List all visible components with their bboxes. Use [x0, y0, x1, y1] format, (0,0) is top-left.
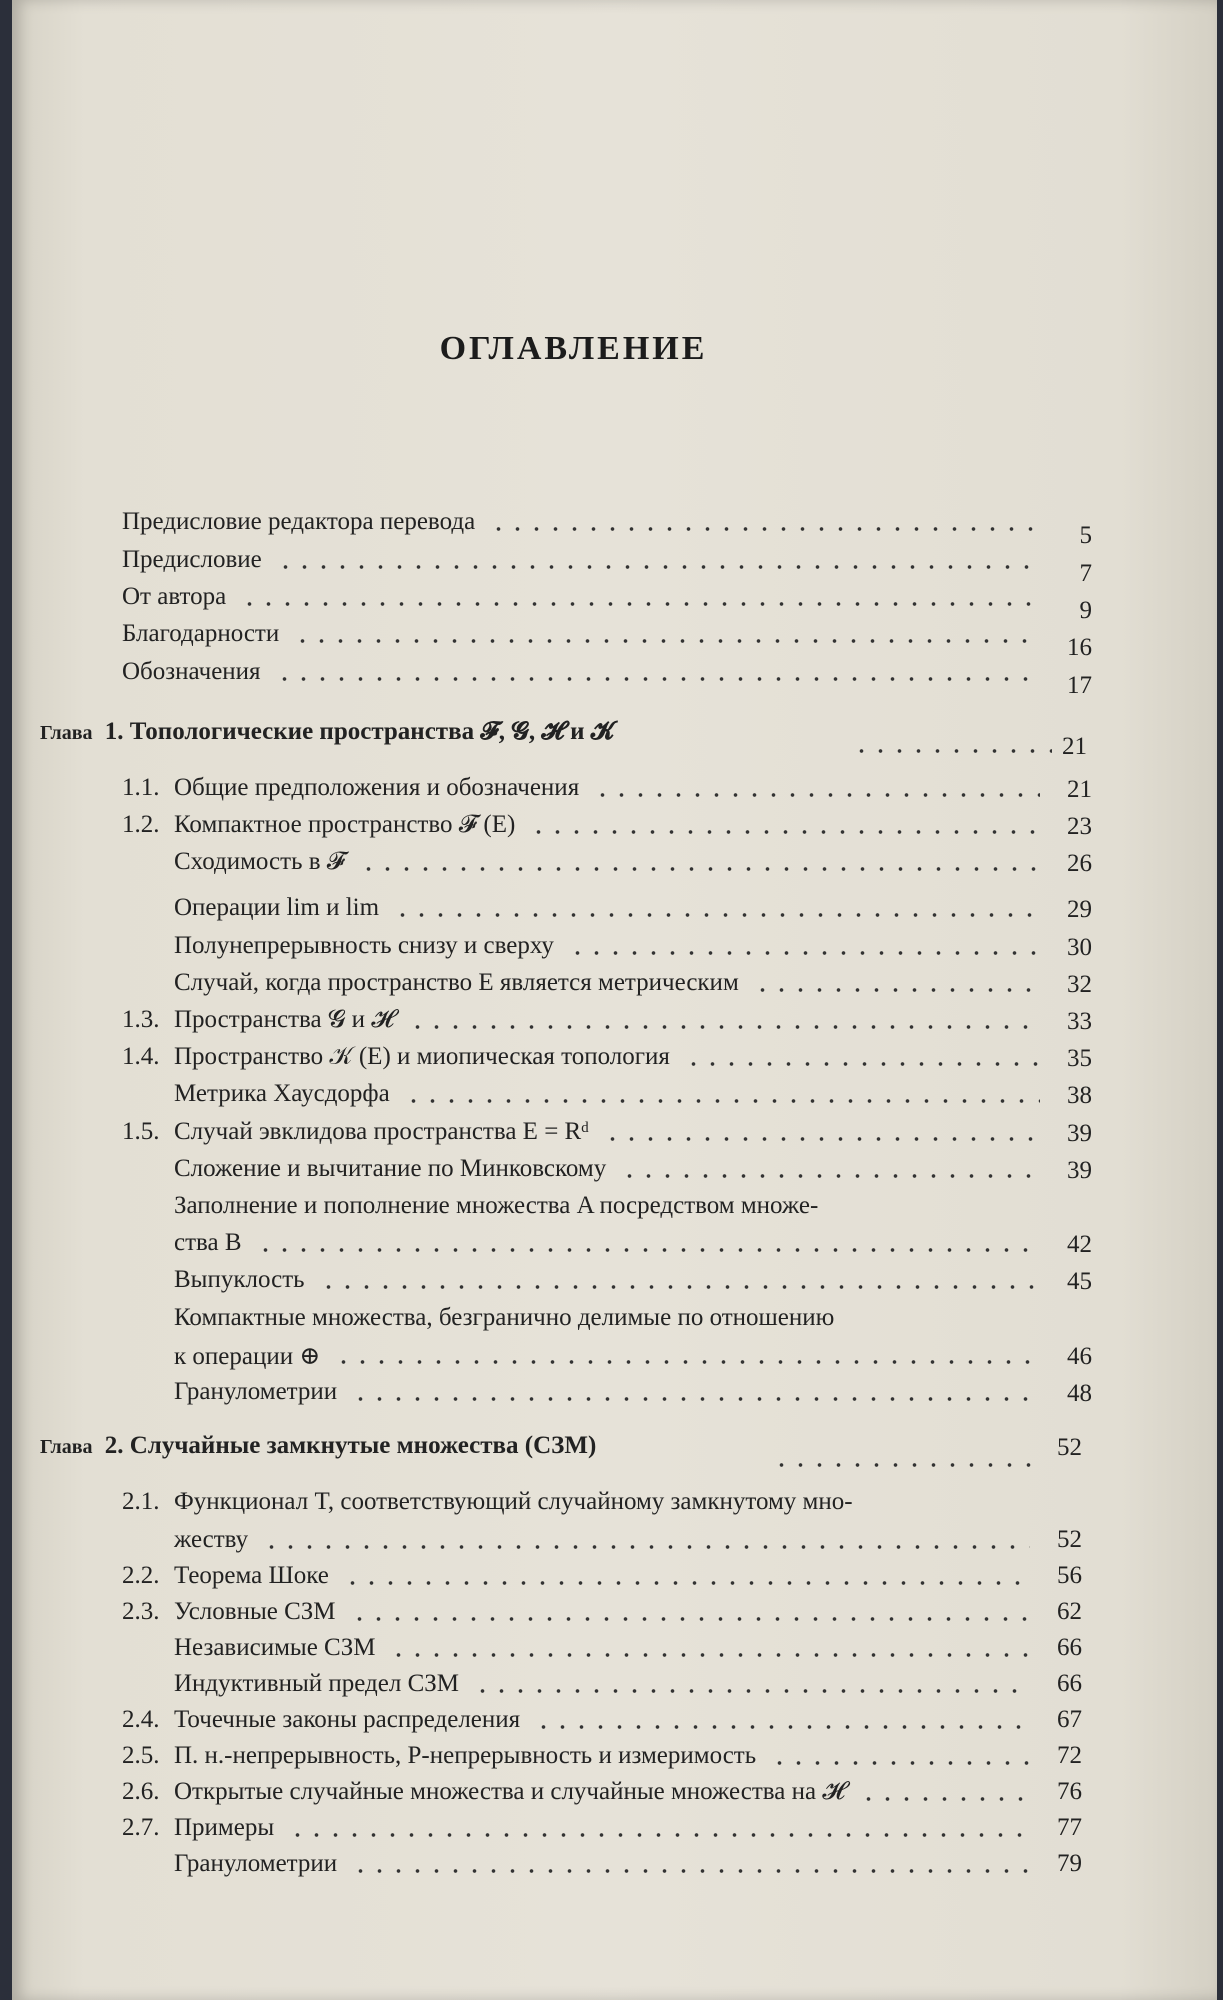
section-number: 2.2.	[122, 1562, 160, 1589]
toc-entry	[174, 1670, 459, 1708]
leader-dots	[603, 1134, 1040, 1144]
leader-dots	[620, 1171, 1040, 1181]
leader-dots	[256, 1245, 1040, 1255]
page-number: 67	[1057, 1706, 1082, 1733]
page-number: 7	[1079, 560, 1092, 587]
leader-dots	[684, 1059, 1040, 1069]
page-number: 48	[1067, 1380, 1092, 1407]
page-number: 56	[1057, 1562, 1082, 1589]
entry-text: Гранулометрии	[174, 1850, 338, 1877]
entry-text: Открытые случайные множества и случайные множества на 𝓗	[174, 1778, 845, 1805]
entry-text: Заполнение и пополнение множества A посредством множе-	[174, 1192, 819, 1219]
book-page	[12, 0, 1217, 2000]
entry-text: Точечные законы распределения	[174, 1706, 521, 1733]
leader-dots	[276, 562, 1040, 572]
toc-entry	[122, 1742, 756, 1780]
toc-entry	[122, 774, 579, 812]
toc-entry	[174, 1192, 818, 1230]
leader-dots	[351, 1394, 1040, 1404]
leader-dots	[489, 524, 1040, 534]
toc-entry	[174, 1304, 834, 1342]
page-number: 39	[1067, 1157, 1092, 1184]
page-number: 26	[1067, 850, 1092, 877]
section-number: 2.4.	[122, 1706, 160, 1733]
toc-entry	[174, 848, 345, 886]
leader-dots	[534, 1722, 1030, 1732]
entry-text: Независимые СЗМ	[174, 1634, 376, 1661]
leader-dots	[351, 1866, 1030, 1876]
entry-text: Общие предположения и обозначения	[174, 774, 580, 801]
page-number: 9	[1079, 597, 1092, 624]
page-number: 42	[1067, 1231, 1092, 1258]
leader-dots	[859, 1794, 1030, 1804]
page-number: 66	[1057, 1670, 1082, 1697]
section-number: 2.3.	[122, 1598, 160, 1625]
toc-entry	[174, 1378, 337, 1416]
leader-dots	[343, 1578, 1030, 1588]
entry-text: От автора	[122, 583, 227, 610]
entry-text: Пространство 𝒦 (E) и миопическая топология	[174, 1043, 670, 1070]
chapter-title: Топологические пространства 𝓕, 𝓖, 𝓗 и 𝓚	[129, 718, 615, 745]
section-number: 2.5.	[122, 1742, 160, 1769]
section-number: 1.3.	[122, 1006, 160, 1033]
page-number: 23	[1067, 813, 1092, 840]
page-number: 77	[1057, 1814, 1082, 1841]
page-number: 30	[1067, 934, 1092, 961]
toc-entry	[174, 894, 379, 932]
toc-entry	[122, 1006, 394, 1044]
entry-text: жеству	[174, 1526, 249, 1553]
leader-dots	[404, 1096, 1040, 1106]
section-number: 2.7.	[122, 1814, 160, 1841]
toc-entry	[122, 546, 262, 584]
toc-entry	[122, 620, 279, 658]
section-number: 1.2.	[122, 811, 160, 838]
page-number: 62	[1057, 1598, 1082, 1625]
page-number: 52	[1057, 1526, 1082, 1553]
leader-dots	[770, 1758, 1030, 1768]
section-number: 1.5.	[122, 1118, 160, 1145]
toc-entry	[122, 811, 515, 849]
leader-dots	[288, 1830, 1030, 1840]
entry-text: Сходимость в 𝓕	[174, 848, 346, 875]
toc-entry	[122, 1118, 589, 1156]
page-number: 79	[1057, 1850, 1082, 1877]
section-number: 2.6.	[122, 1778, 160, 1805]
entry-text: Случай, когда пространство E является метрическим	[174, 969, 739, 996]
entry-text: Пространства 𝓖 и 𝓗	[174, 1006, 394, 1033]
entry-text: Теорема Шоке	[174, 1562, 329, 1589]
chapter-2-page: 52	[1057, 1434, 1082, 1461]
entry-text: Полунепрерывность снизу и сверху	[174, 932, 554, 959]
leader-dots	[389, 1650, 1030, 1660]
entry-text: Индуктивный предел СЗМ	[174, 1670, 459, 1697]
toc-entry	[122, 583, 226, 621]
entry-text: Примеры	[174, 1814, 275, 1841]
leader-dots	[334, 1357, 1040, 1367]
page-number: 76	[1057, 1778, 1082, 1805]
toc-entry	[174, 1526, 248, 1564]
section-number: 1.1.	[122, 774, 160, 801]
section-number: 1.4.	[122, 1043, 160, 1070]
toc-entry	[122, 1814, 274, 1852]
leader-dots	[359, 864, 1040, 874]
entry-text: Функционал T, соответствующий случайному замкнутому мно-	[174, 1488, 853, 1515]
page-number: 29	[1067, 896, 1092, 923]
entry-text: Метрика Хаусдорфа	[174, 1080, 390, 1107]
toc-entry	[122, 508, 475, 546]
page-number: 32	[1067, 971, 1092, 998]
toc-entry	[174, 1341, 320, 1379]
entry-text: Обозначения	[122, 658, 261, 685]
toc-entry	[174, 932, 554, 970]
leader-dots	[393, 910, 1040, 920]
entry-text: Выпуклость	[174, 1266, 305, 1293]
page-number: 33	[1067, 1008, 1092, 1035]
page-number: 5	[1079, 522, 1092, 549]
toc-entry	[122, 1778, 845, 1816]
page-title: ОГЛАВЛЕНИЕ	[439, 330, 708, 367]
entry-text: Благодарности	[122, 620, 280, 647]
page-number: 21	[1067, 776, 1092, 803]
entry-text: Предисловие редактора перевода	[122, 508, 476, 535]
page-number: 66	[1057, 1634, 1082, 1661]
leader-dots	[473, 1686, 1030, 1696]
page-number: 16	[1067, 634, 1092, 661]
entry-text: Случай эвклидова пространства E = Rᵈ	[174, 1118, 589, 1145]
section-number: 2.1.	[122, 1488, 160, 1515]
leader-dots	[593, 790, 1040, 800]
leader-dots	[350, 1614, 1030, 1624]
chapter-2-heading	[40, 1432, 596, 1470]
leader-dots	[852, 746, 1052, 756]
toc-entry	[122, 1488, 853, 1526]
toc-entry	[122, 1043, 670, 1081]
chapter-label: Глава	[40, 722, 93, 744]
page-number: 45	[1067, 1268, 1092, 1295]
leader-dots	[408, 1022, 1040, 1032]
page-number: 35	[1067, 1045, 1092, 1072]
toc-entry	[174, 1266, 305, 1304]
toc-entry	[122, 658, 261, 696]
chapter-label: Глава	[40, 1436, 93, 1458]
entry-text: Операции lim и lim	[174, 894, 380, 921]
chapter-1-heading	[40, 718, 614, 756]
page-number: 39	[1067, 1120, 1092, 1147]
page-number: 38	[1067, 1082, 1092, 1109]
toc-entry	[174, 1634, 375, 1672]
leader-dots	[240, 599, 1040, 609]
entry-text: Компактное пространство 𝓕 (E)	[174, 811, 516, 838]
toc-entry	[174, 1229, 242, 1267]
leader-dots	[753, 985, 1040, 995]
toc-entry	[174, 969, 739, 1007]
entry-text: Гранулометрии	[174, 1378, 338, 1405]
toc-entry	[174, 1080, 390, 1118]
toc-entry	[122, 1562, 329, 1600]
leader-dots	[275, 674, 1040, 684]
entry-text: П. н.-непрерывность, P-непрерывность и измеримость	[174, 1742, 757, 1769]
toc-entry	[122, 1706, 520, 1744]
page-number: 46	[1067, 1343, 1092, 1370]
leader-dots	[772, 1460, 1042, 1470]
leader-dots	[568, 948, 1040, 958]
entry-text: Компактные множества, безгранично делимые по отношению	[174, 1304, 835, 1331]
chapter-title: Случайные замкнутые множества (СЗМ)	[129, 1432, 597, 1459]
toc-entry	[174, 1155, 606, 1193]
entry-text: ства B	[174, 1229, 242, 1256]
leader-dots	[319, 1282, 1040, 1292]
leader-dots	[262, 1542, 1030, 1552]
entry-text: Предисловие	[122, 546, 262, 573]
toc-entry	[122, 1598, 336, 1636]
leader-dots	[293, 636, 1040, 646]
page-number: 72	[1057, 1742, 1082, 1769]
chapter-1-page: 21	[1062, 733, 1087, 760]
page-number: 17	[1067, 672, 1092, 699]
chapter-number: 2.	[104, 1432, 124, 1459]
entry-text: Сложение и вычитание по Минковскому	[174, 1155, 607, 1182]
entry-text: Условные СЗМ	[174, 1598, 336, 1625]
entry-text: к операции ⊕	[174, 1343, 321, 1370]
leader-dots	[529, 827, 1040, 837]
toc-entry	[174, 1850, 337, 1888]
chapter-number: 1.	[104, 718, 124, 745]
